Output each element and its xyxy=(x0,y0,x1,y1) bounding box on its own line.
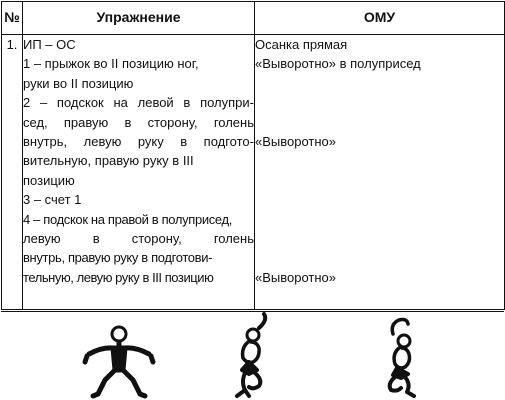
exercise-line: левую в сторону, голень xyxy=(23,230,254,246)
exercise-line: внутрь, правую руку в подготови- xyxy=(23,250,213,266)
exercise-line: 4 – подскок на правой в полуприсед, xyxy=(23,211,233,227)
figures-strip xyxy=(1,311,504,400)
omu-turnout-2: «Выворотно» xyxy=(255,133,337,149)
row-number: 1. xyxy=(2,35,23,310)
header-exercise: Упражнение xyxy=(23,2,255,35)
omu-turnout-half-squat: «Выворотно» в полуприсед xyxy=(255,56,421,72)
hop-left-figure xyxy=(237,314,265,396)
exercise-table xyxy=(1,1,505,310)
omu-turnout-4: «Выворотно» xyxy=(255,269,337,285)
exercise-line: внутрь, левую руку в подгото- xyxy=(23,133,254,149)
exercise-line: сед, правую в сторону, голень xyxy=(23,114,254,130)
header-number: № xyxy=(2,2,23,35)
exercise-line: вительную, правую руку в III xyxy=(23,153,194,169)
exercise-line: руки во II позицию xyxy=(23,75,134,91)
table-row xyxy=(2,35,505,310)
exercise-line: ИП – ОС xyxy=(23,37,76,52)
exercise-line: позицию xyxy=(23,172,75,188)
exercise-line: 2 – подскок на левой в полупри- xyxy=(23,95,254,111)
header-omu: ОМУ xyxy=(255,2,505,35)
second-position-figure xyxy=(85,327,153,396)
omu-notes xyxy=(255,35,505,310)
exercise-line: 1 – прыжок во II позицию ног, xyxy=(23,56,199,72)
omu-posture: Осанка прямая xyxy=(255,37,348,52)
omu-spacer xyxy=(255,74,504,132)
hop-right-figure xyxy=(390,320,414,397)
figures-svg xyxy=(1,312,504,400)
exercise-line: 3 – счет 1 xyxy=(23,192,82,208)
table-header-row xyxy=(2,2,505,35)
exercise-description xyxy=(23,35,255,310)
omu-spacer xyxy=(255,151,504,267)
exercise-line: тельную, левую руку в III позицию xyxy=(23,269,214,285)
